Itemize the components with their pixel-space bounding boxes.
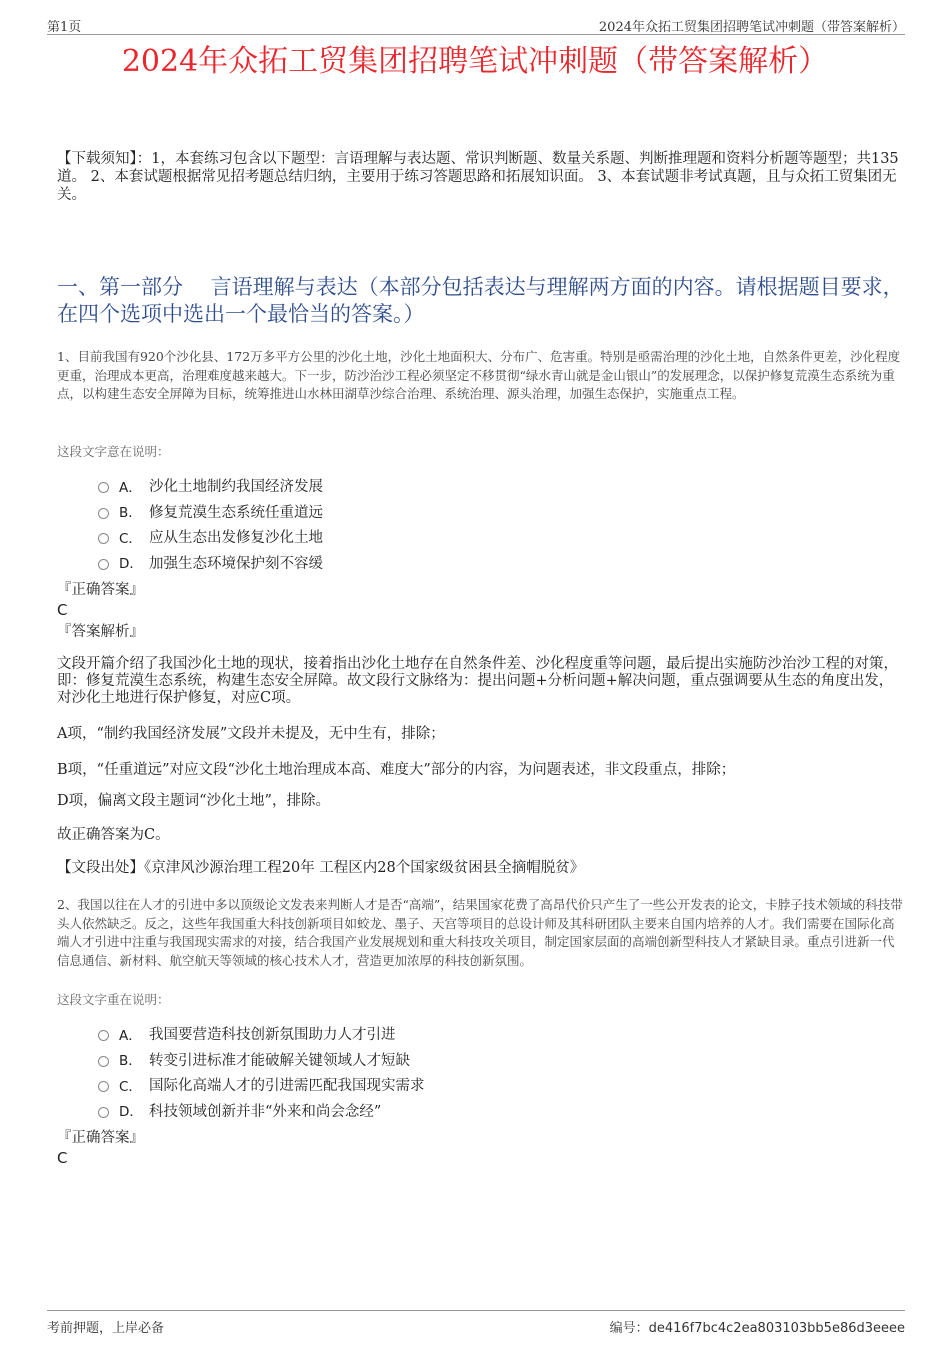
- question-1-prompt: 这段文字意在说明：: [57, 444, 170, 459]
- radio-icon[interactable]: [98, 559, 109, 570]
- header-doc-title: 2024年众拓工贸集团招聘笔试冲刺题（带答案解析）: [598, 20, 905, 35]
- question-2-options: [98, 1021, 798, 1123]
- analysis-line: D项，偏离文段主题词“沙化土地”，排除。: [57, 793, 330, 809]
- option-d[interactable]: D． 科技领域创新并非“外来和尚会念经”: [98, 1098, 798, 1124]
- document-title: 2024年众拓工贸集团招聘笔试冲刺题（带答案解析）: [121, 44, 829, 79]
- analysis-text: 文段开篇介绍了我国沙化土地的现状，接着指出沙化土地存在自然条件差、沙化程度重等问题，最后提出实施防沙治沙工程的对策，即：修复荒漠生态系统，构建生态安全屏障。故文段行文脉络为：提出问题+分析问题+解决问题，重点强调要从生态的角度出发，对沙化土地进行保护修复，对应C项。: [57, 656, 898, 706]
- analysis-line: B项，“任重道远”对应文段“沙化土地治理成本高、难度大”部分的内容，为问题表述，非文段重点，排除；: [57, 762, 736, 778]
- section-heading: 一、第一部分 言语理解与表达（本部分包括表达与理解两方面的内容。请根据题目要求，在四个选项中选出一个最恰当的答案。）: [57, 275, 904, 326]
- question-2-prompt: 这段文字重在说明：: [57, 992, 170, 1007]
- option-a[interactable]: A． 我国要营造科技创新氛围助力人才引进: [98, 1021, 798, 1047]
- radio-icon[interactable]: [98, 482, 109, 493]
- footer-code: 编号：de416f7bc4c2ea803103bb5e86d3eeee: [609, 1321, 905, 1336]
- radio-icon[interactable]: [98, 1030, 109, 1041]
- option-c[interactable]: C． 国际化高端人才的引进需匹配我国现实需求: [98, 1072, 798, 1098]
- answer-value: C: [57, 601, 68, 619]
- answer-label: 『正确答案』: [57, 582, 144, 598]
- download-notice: 【下载须知】：1，本套练习包含以下题型：言语理解与表达题、常识判断题、数量关系题、判断推理题和资料分析题等题型；共135道。 2、本套试题根据常见招考题总结归纳，主要用于练习答题思路和拓展知识面。 3、本套试题非考试真题，且与众拓工贸集团无关。: [57, 151, 899, 203]
- radio-icon[interactable]: [98, 1081, 109, 1092]
- analysis-conclusion: 故正确答案为C。: [57, 827, 170, 843]
- answer-label: 『正确答案』: [57, 1130, 144, 1146]
- question-2-text: 2、我国以往在人才的引进中多以顶级论文发表来判断人才是否“高端”，结果国家花费了高昂代价只产生了一些公开发表的论文，卡脖子技术领域的科技带头人依然缺乏。反之，这些年我国重大科技创新项目如蛟龙、墨子、天宫等项目的总设计师及其科研团队主要来自国内培养的人才。我们需要在国际化高端人才引进中注重与我国现实需求的对接，结合我国产业发展规划和重大科技攻关项目，制定国家层面的高端创新型科技人才紧缺目录。重点引进新一代信息通信、新材料、航空航天等领域的核心技术人才，营造更加浓厚的科技创新氛围。: [57, 897, 903, 968]
- page-footer: [47, 1310, 905, 1341]
- page-number: 第1页: [47, 20, 82, 35]
- option-a[interactable]: A． 沙化土地制约我国经济发展: [98, 473, 798, 499]
- question-1-options: [98, 473, 798, 575]
- option-b[interactable]: B． 修复荒漠生态系统任重道远: [98, 499, 798, 525]
- option-d[interactable]: D． 加强生态环境保护刻不容缓: [98, 550, 798, 576]
- option-c[interactable]: C． 应从生态出发修复沙化土地: [98, 524, 798, 550]
- page-header: [47, 14, 905, 35]
- question-1-text: 1、目前我国有920个沙化县、172万多平方公里的沙化土地，沙化土地面积大、分布广、危害重。特别是亟需治理的沙化土地，自然条件更差，沙化程度更重，治理成本更高，治理难度越来越大。下一步，防沙治沙工程必须坚定不移贯彻“绿水青山就是金山银山”的发展理念，以保护修复荒漠生态系统为重点，以构建生态安全屏障为目标，统筹推进山水林田湖草沙综合治理、系统治理、源头治理，加强生态保护，实施重点工程。: [57, 349, 901, 401]
- analysis-line: A项，“制约我国经济发展”文段并未提及，无中生有，排除；: [57, 726, 445, 742]
- option-b[interactable]: B． 转变引进标准才能破解关键领域人才短缺: [98, 1047, 798, 1073]
- radio-icon[interactable]: [98, 1107, 109, 1118]
- radio-icon[interactable]: [98, 508, 109, 519]
- answer-value: C: [57, 1149, 68, 1167]
- radio-icon[interactable]: [98, 533, 109, 544]
- analysis-label: 『答案解析』: [57, 624, 144, 640]
- footer-slogan: 考前押题，上岸必备: [47, 1321, 165, 1336]
- radio-icon[interactable]: [98, 1056, 109, 1067]
- source-citation: 【文段出处】《京津风沙源治理工程20年 工程区内28个国家级贫困县全摘帽脱贫》: [57, 860, 585, 876]
